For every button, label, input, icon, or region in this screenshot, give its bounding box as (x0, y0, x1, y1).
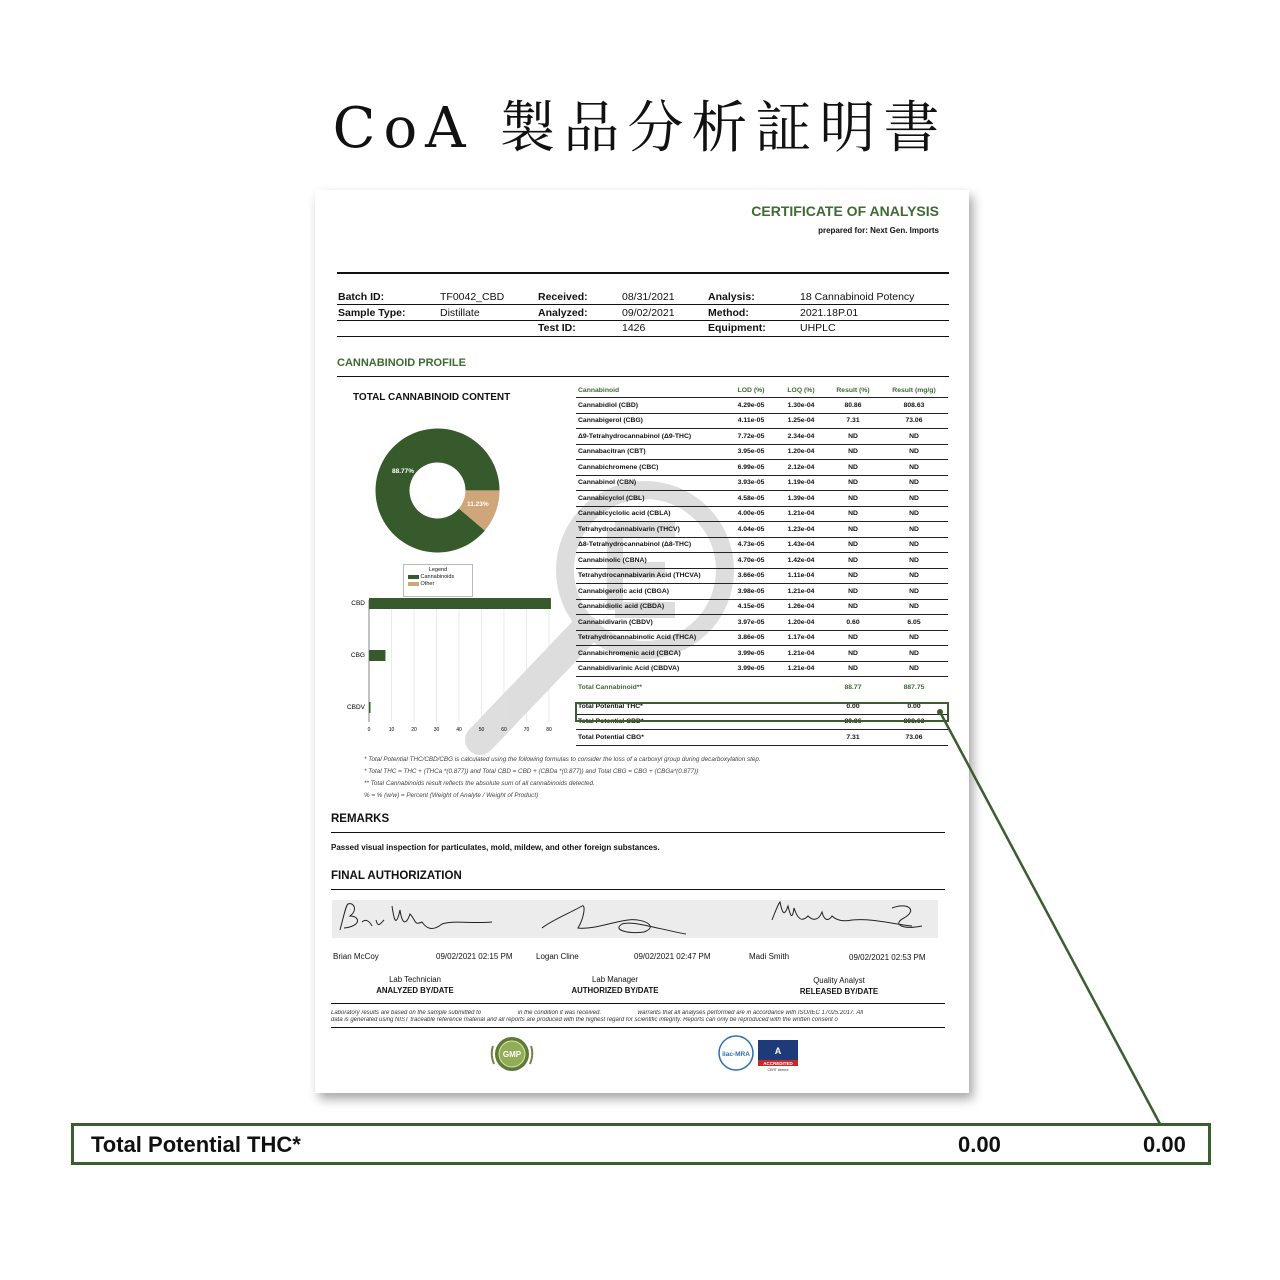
x-tick-label: 10 (388, 727, 395, 733)
table-header-row (576, 384, 948, 398)
table-row (576, 429, 948, 445)
bar-cbg (369, 650, 385, 661)
cannabinoid-donut-chart (370, 423, 505, 558)
x-tick-label: 0 (367, 727, 371, 733)
signer-name: Logan Cline (536, 952, 579, 961)
analysis-label: Analysis: (708, 291, 755, 303)
table-cell: ND (880, 537, 948, 553)
table-row (576, 568, 948, 584)
analysis-value: 18 Cannabinoid Potency (800, 291, 915, 303)
table-cell: ND (880, 460, 948, 476)
cannabinoid-name: Tetrahydrocannabivarin Acid (THCVA) (576, 568, 726, 584)
table-cell: 1.17e-04 (776, 630, 826, 646)
table-cell: ND (880, 444, 948, 460)
callout-result-pct: 0.00 (958, 1132, 1001, 1157)
table-cell: 3.86e-05 (726, 630, 776, 646)
signer-action: AUTHORIZED BY/DATE (571, 986, 659, 995)
table-cell: ND (826, 661, 880, 677)
cannabinoid-bar-chart (343, 598, 565, 738)
legend-item-other: Other (408, 581, 472, 587)
col-header-result-pct: Result (%) (826, 384, 880, 398)
col-header-cannabinoid: Cannabinoid (576, 384, 726, 398)
total-cannabinoid-row (576, 677, 948, 698)
footnote: * Total THC = THC + (THCa *(0.877)) and Total CBD = CBD + (CBDa *(0.877)) and Total CBG = CBG + (CBGa*(0.877)) (364, 768, 699, 775)
authorization-rule (331, 889, 945, 890)
cannabinoid-name: Cannabicyclolic acid (CBLA) (576, 506, 726, 522)
table-row (576, 506, 948, 522)
table-cell: 7.31 (826, 413, 880, 429)
table-cell: ND (826, 475, 880, 491)
cannabinoid-profile-heading: CANNABINOID PROFILE (337, 357, 466, 369)
col-header-lod: LOD (%) (726, 384, 776, 398)
table-cell: 1.26e-04 (776, 599, 826, 615)
cannabinoid-name: Cannabicyclol (CBL) (576, 491, 726, 507)
cannabinoid-name: Cannabidiolic acid (CBDA) (576, 599, 726, 615)
slice-label-other: 11.23% (467, 501, 489, 508)
x-tick-label: 60 (501, 727, 507, 733)
meta-rule (337, 304, 949, 305)
signer-action: ANALYZED BY/DATE (376, 986, 454, 995)
cannabinoid-name: Cannabinolic (CBNA) (576, 553, 726, 569)
analyzed-label: Analyzed: (538, 307, 588, 319)
table-cell: ND (880, 506, 948, 522)
cannabinoid-name: Δ9-Tetrahydrocannabinol (Δ9-THC) (576, 429, 726, 445)
table-cell: 1.11e-04 (776, 568, 826, 584)
table-cell: ND (880, 491, 948, 507)
test-id-label: Test ID: (538, 322, 576, 334)
sample-type-label: Sample Type: (338, 307, 406, 319)
table-cell: ND (826, 444, 880, 460)
accredited-text: ACCREDITED (763, 1061, 793, 1066)
bar-category-label: CBD (351, 600, 365, 607)
table-cell: 4.58e-05 (726, 491, 776, 507)
table-cell: 1.19e-04 (776, 475, 826, 491)
table-row (576, 599, 948, 615)
table-cell: 3.99e-05 (726, 661, 776, 677)
potential-value: 7.31 (826, 730, 880, 746)
table-row (576, 584, 948, 600)
disclaimer-line: data is generated using NIST traceable reference material and all reports are produced with the highest regard for scientific integrity. Reports can only be reproduced with the written consent o (331, 1017, 838, 1023)
table-cell: ND (826, 537, 880, 553)
potential-value: 0.00 (826, 699, 880, 714)
cannabinoid-name: Cannabidiol (CBD) (576, 398, 726, 414)
table-row (576, 661, 948, 677)
potential-value: 0.00 (880, 699, 948, 714)
certificate-title: CERTIFICATE OF ANALYSIS (751, 203, 939, 219)
cannabinoid-name: Cannabichromenic acid (CBCA) (576, 646, 726, 662)
legend-swatch (408, 582, 419, 586)
meta-rule (337, 320, 949, 321)
legend-item-cannabinoids: Cannabinoids (408, 574, 472, 580)
callout-result-mgg: 0.00 (1143, 1132, 1186, 1157)
cannabinoid-name: Tetrahydrocannabivarin (THCV) (576, 522, 726, 538)
analyzed-value: 09/02/2021 (622, 307, 675, 319)
table-cell: ND (826, 584, 880, 600)
cannabinoid-name: Cannabinol (CBN) (576, 475, 726, 491)
svg-text:A: A (774, 1046, 782, 1056)
table-cell: 6.05 (880, 615, 948, 631)
table-cell: ND (826, 460, 880, 476)
x-tick-label: 70 (523, 727, 530, 733)
callout-label: Total Potential THC* (91, 1132, 301, 1157)
signer-name: Brian McCoy (333, 952, 379, 961)
x-tick-label: 20 (411, 727, 417, 733)
table-cell: ND (826, 630, 880, 646)
cannabinoid-name: Δ8-Tetrahydrocannabinol (Δ8-THC) (576, 537, 726, 553)
signature-logan (542, 906, 686, 934)
table-cell: 4.11e-05 (726, 413, 776, 429)
footnote: ** Total Cannabinoids result reflects the absolute sum of all cannabinoids detected. (364, 780, 595, 787)
table-cell: 1.21e-04 (776, 646, 826, 662)
cannabinoid-table (576, 384, 948, 697)
signer-datetime: 09/02/2021 02:53 PM (849, 953, 926, 962)
table-row (576, 630, 948, 646)
table-row (576, 475, 948, 491)
disclaimer-rule (331, 1003, 945, 1004)
table-cell: ND (880, 553, 948, 569)
table-cell: 4.15e-05 (726, 599, 776, 615)
gmp-seal-logo (488, 1034, 536, 1074)
signer-action: RELEASED BY/DATE (799, 987, 879, 996)
table-cell: ND (826, 568, 880, 584)
signer-role: Lab Manager (592, 975, 638, 984)
gmp-text: GMP (502, 1050, 522, 1059)
footnotes (364, 756, 761, 799)
table-row (576, 553, 948, 569)
table-row (576, 444, 948, 460)
table-cell: ND (880, 522, 948, 538)
table-cell: 3.95e-05 (726, 444, 776, 460)
table-cell: ND (826, 429, 880, 445)
table-cell: 808.63 (880, 398, 948, 414)
method-label: Method: (708, 307, 749, 319)
table-row (576, 413, 948, 429)
potential-row (576, 730, 948, 746)
table-cell: ND (826, 491, 880, 507)
received-label: Received: (538, 291, 588, 303)
table-cell: 1.30e-04 (776, 398, 826, 414)
ilac-text: ilac-MRA (722, 1051, 750, 1058)
bar-category-label: CBDV (346, 704, 365, 711)
table-cell: 73.06 (880, 413, 948, 429)
thc-callout-box (71, 1123, 1211, 1165)
potential-value: 73.06 (880, 730, 948, 746)
table-cell: 6.99e-05 (726, 460, 776, 476)
sample-type-value: Distillate (440, 307, 480, 319)
potential-value: 80.86 (826, 714, 880, 730)
cannabinoid-table-wrap (576, 384, 948, 746)
table-cell: ND (826, 599, 880, 615)
table-cell: ND (880, 661, 948, 677)
thc-highlight-box (575, 702, 949, 722)
cannabinoid-name: Tetrahydrocannabinolic Acid (THCA) (576, 630, 726, 646)
table-cell: 4.70e-05 (726, 553, 776, 569)
bar-cbd (369, 598, 551, 609)
table-cell: 1.25e-04 (776, 413, 826, 429)
accreditation-logos (716, 1034, 804, 1074)
table-cell: 3.97e-05 (726, 615, 776, 631)
table-row (576, 398, 948, 414)
table-cell: 1.20e-04 (776, 444, 826, 460)
table-cell: 1.21e-04 (776, 584, 826, 600)
remarks-rule (331, 832, 945, 833)
signer-datetime: 09/02/2021 02:15 PM (436, 952, 513, 961)
profile-rule (337, 376, 949, 377)
meta-rule (337, 336, 949, 337)
table-cell (726, 730, 776, 746)
batch-id-label: Batch ID: (338, 291, 385, 303)
cannabinoid-name: Cannabacitran (CBT) (576, 444, 726, 460)
table-row (576, 646, 948, 662)
table-cell: 1.43e-04 (776, 537, 826, 553)
table-cell: 1.39e-04 (776, 491, 826, 507)
table-row (576, 522, 948, 538)
table-cell: 4.04e-05 (726, 522, 776, 538)
received-value: 08/31/2021 (622, 291, 675, 303)
cannabinoid-name: Cannabigerolic acid (CBGA) (576, 584, 726, 600)
disclaimer-line: Laboratory results are based on the sample submitted to in the condition it was received. warrants that all analyses performed are in accordance with ISO/IEC 17025:2017. All (331, 1010, 864, 1016)
table-cell: 7.72e-05 (726, 429, 776, 445)
total-cannabinoid-pct: 88.77 (844, 683, 862, 691)
signature-strip (332, 900, 938, 938)
prepared-for: prepared for: Next Gen. Imports (818, 226, 939, 235)
table-row (576, 460, 948, 476)
slice-label-cannabinoids: 88.77% (392, 468, 415, 475)
potential-label: Total Potential CBD* (576, 714, 726, 730)
legend-title: Legend (428, 567, 448, 573)
table-cell: ND (826, 646, 880, 662)
table-cell: ND (826, 553, 880, 569)
signer-name: Madi Smith (749, 952, 790, 961)
col-header-result-mgg: Result (mg/g) (880, 384, 948, 398)
table-cell: ND (880, 630, 948, 646)
signer-role: Quality Analyst (813, 976, 865, 985)
col-header-loq: LOQ (%) (776, 384, 826, 398)
chart-legend (403, 564, 473, 597)
total-cannabinoid-mgg: 887.75 (903, 683, 925, 691)
header-divider (337, 272, 949, 274)
signature-madi (772, 902, 922, 927)
table-cell: 4.00e-05 (726, 506, 776, 522)
table-cell: 2.34e-04 (776, 429, 826, 445)
table-cell: ND (826, 522, 880, 538)
table-cell: ND (880, 584, 948, 600)
signer-datetime: 09/02/2021 02:47 PM (634, 952, 711, 961)
table-cell: 3.66e-05 (726, 568, 776, 584)
method-value: 2021.18P.01 (800, 307, 859, 319)
remarks-text: Passed visual inspection for particulates, mold, mildew, and other foreign substances. (331, 843, 660, 852)
table-cell: 3.93e-05 (726, 475, 776, 491)
final-authorization-heading: FINAL AUTHORIZATION (331, 870, 462, 882)
signer-role: Lab Technician (389, 975, 441, 984)
table-cell: ND (880, 429, 948, 445)
legend-swatch (408, 575, 419, 579)
x-tick-label: 40 (456, 727, 462, 733)
potential-label: Total Potential THC* (576, 699, 726, 714)
x-tick-label: 50 (478, 727, 485, 733)
remarks-heading: REMARKS (331, 813, 390, 825)
table-cell: 3.98e-05 (726, 584, 776, 600)
table-cell: 0.60 (826, 615, 880, 631)
cannabinoid-name: Cannabidivarinic Acid (CBDVA) (576, 661, 726, 677)
callout-connector (930, 700, 1170, 1130)
table-row (576, 537, 948, 553)
x-tick-label: 30 (433, 727, 440, 733)
equipment-value: UHPLC (800, 322, 836, 334)
cannabinoid-name: Cannabidivarin (CBDV) (576, 615, 726, 631)
table-cell (776, 730, 826, 746)
cannabinoid-name: Cannabigerol (CBG) (576, 413, 726, 429)
test-id-value: 1426 (622, 322, 646, 334)
bar-cbdv (369, 702, 371, 713)
table-cell: 3.99e-05 (726, 646, 776, 662)
signature-brian (340, 904, 492, 930)
table-cell: ND (826, 506, 880, 522)
x-tick-label: 80 (546, 727, 552, 733)
potential-value: 808.63 (880, 714, 948, 730)
table-cell: ND (880, 568, 948, 584)
table-cell: ND (880, 646, 948, 662)
table-cell: ND (880, 599, 948, 615)
table-cell: 1.23e-04 (776, 522, 826, 538)
table-row (576, 491, 948, 507)
disclaimer-rule (331, 1027, 945, 1028)
table-cell: 80.86 (826, 398, 880, 414)
bar-category-label: CBG (350, 652, 365, 659)
table-cell: ND (880, 475, 948, 491)
table-cell: 1.20e-04 (776, 615, 826, 631)
certificate-document (315, 190, 969, 1093)
table-cell: 4.73e-05 (726, 537, 776, 553)
signature-strip-drawings (332, 900, 938, 938)
chart-title: TOTAL CANNABINOID CONTENT (353, 392, 511, 403)
total-cannabinoid-label: Total Cannabinoid** (578, 683, 643, 691)
table-cell: 2.12e-04 (776, 460, 826, 476)
footnote: * Total Potential THC/CBD/CBG is calculated using the following formulas to consider the loss of a carboxyl group during decarboxylation step. (364, 756, 761, 763)
cannabinoid-name: Cannabichromene (CBC) (576, 460, 726, 476)
table-cell: 1.21e-04 (776, 506, 826, 522)
table-cell: 1.21e-04 (776, 661, 826, 677)
cert-number-text: CERT #xxxxx (767, 1068, 789, 1072)
table-row (576, 615, 948, 631)
equipment-label: Equipment: (708, 322, 766, 334)
table-cell: 4.29e-05 (726, 398, 776, 414)
footnote: % = % (w/w) = Percent (Weight of Analyte / Weight of Product) (364, 792, 539, 799)
table-cell: 1.42e-04 (776, 553, 826, 569)
batch-id-value: TF0042_CBD (440, 291, 505, 303)
potential-label: Total Potential CBG* (576, 730, 726, 746)
page-headline: CoA 製品分析証明書 (332, 96, 948, 161)
